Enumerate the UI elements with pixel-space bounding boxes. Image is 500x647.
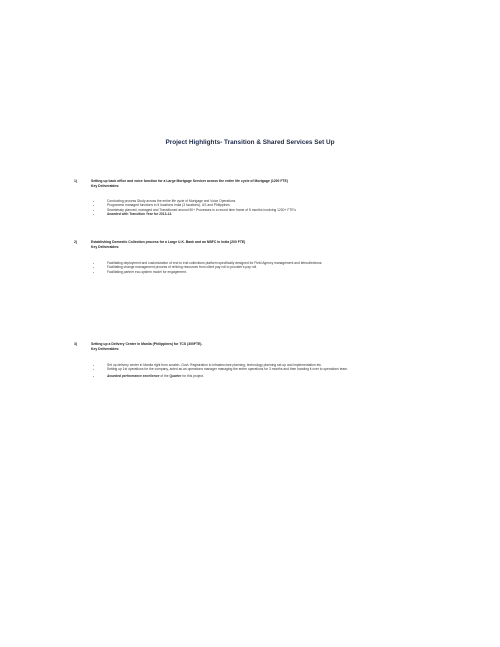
deliverables-list bbox=[93, 199, 453, 217]
bullet-dash: - bbox=[93, 199, 95, 203]
quarter-text: Quarter bbox=[169, 373, 182, 378]
list-item-text: Facilitating change management process of rehiring resources from client pay roll to provider's pay roll. bbox=[107, 265, 257, 270]
list-item-text: Programme managed functions in 5 locations India (3 locations), US and Philippines bbox=[107, 203, 230, 208]
list-item-text: Setting up 1st operations for the company, acted as an operations manager managing the entire operations for 3 months and then handing it over to operations team. bbox=[107, 367, 348, 372]
key-deliverables-label: Key Deliverables: bbox=[91, 346, 120, 351]
list-item-text: for this project. bbox=[181, 373, 204, 378]
section-number: 3) bbox=[74, 342, 78, 346]
section-heading-text: Establishing Domestic Collection process for a Large U.K. Bank and an NBFC in India (200 FTE) bbox=[91, 240, 246, 244]
deliverables-list bbox=[93, 261, 453, 274]
section-heading-text: Setting up back office and voice function for a Large Mortgage Servicer across the entire life cycle of Mortgage (1200 FTE) bbox=[91, 179, 288, 183]
section-heading-text: Setting up a Delivery Center in Manila (Philippines) for TCS (300FTE). bbox=[91, 342, 203, 346]
bullet-dash: - bbox=[93, 265, 95, 270]
section-heading bbox=[91, 342, 451, 351]
list-item bbox=[93, 374, 453, 378]
bullet-dash: - bbox=[93, 261, 95, 265]
section-number: 1) bbox=[74, 179, 78, 183]
bullet-dash: - bbox=[93, 207, 95, 212]
bullet-dash: - bbox=[93, 269, 95, 274]
page-title: Project Highlights- Transition & Shared Services Set Up bbox=[165, 139, 335, 146]
key-deliverables-label: Key Deliverables: bbox=[91, 244, 120, 249]
bullet-dash: - bbox=[93, 363, 95, 367]
list-item-text: Conducting process Study across the entire life cycle of Mortgage and Voice Operations bbox=[107, 199, 236, 203]
award-text: Awarded performance excellence bbox=[107, 373, 160, 378]
list-item-text: Awarded with Transition Year for 2013-14. bbox=[107, 212, 173, 217]
bullet-dash: - bbox=[93, 203, 95, 208]
section-number: 2) bbox=[74, 240, 78, 244]
bullet-dash: - bbox=[93, 373, 95, 378]
bullet-dash: - bbox=[93, 212, 95, 217]
list-item-text: Set up delivery center in Manila right from scratch- Govt. Registration to infrastructure planning, technology planning set up and implementation etc. bbox=[107, 363, 322, 367]
key-deliverables-label: Key Deliverables: bbox=[91, 183, 120, 188]
deliverables-list bbox=[93, 363, 453, 378]
section-heading bbox=[91, 240, 451, 249]
list-item bbox=[93, 270, 453, 274]
list-item-text: Facilitating partner eco-system model for engagement. bbox=[107, 269, 187, 274]
list-item bbox=[93, 367, 453, 371]
bullet-dash: - bbox=[93, 367, 95, 372]
list-item-text: Seamlessly planned, managed and Transitioned around 50+ Processes in a record time frame of 8 months involving 1200+ FTE's bbox=[107, 207, 296, 212]
list-item bbox=[93, 212, 453, 216]
list-item-text: Facilitating deployment and customization of end to end collections platform specifically designed for Field Agency management and telecollections. bbox=[107, 261, 323, 265]
list-item-text: of the bbox=[159, 373, 170, 378]
section-heading bbox=[91, 179, 451, 188]
